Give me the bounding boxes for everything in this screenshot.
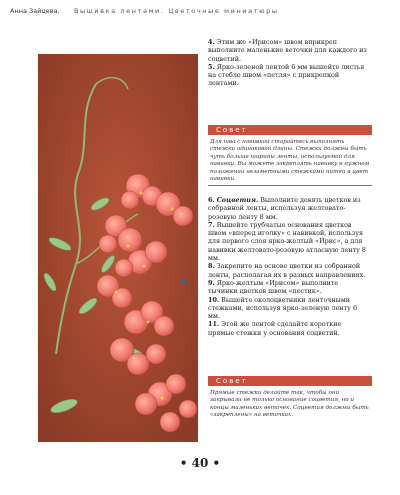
page-number: • 40 • (179, 456, 221, 470)
embroidery-illustration (38, 54, 198, 442)
tip-text: Для шва с навивкой старайтесь выполнять стежки одинаковой длины. Стежки должны быть чуть больше ширины ленты, используемой для навивки. Вы можете закреплять навивку в нужном положении незаметными стежками нитей в цвет навивки. (210, 139, 370, 183)
step-8: 8. Закрепите на основе цветки из собранной ленты, располагая их в разных направлениях. (208, 262, 366, 279)
step-9: 9. Ярко-желтым «Ирисом» выполните тычинки цветков швом «пестик». (208, 278, 339, 296)
tip-heading: Совет (208, 125, 372, 135)
page-header (0, 0, 400, 19)
steps-top (208, 38, 368, 88)
tip-box-2 (208, 376, 372, 422)
tip-divider (208, 185, 372, 186)
tip-text: Прямые стежки делайте так, чтобы они закрывали не только основание соцветия, но и концы маленьких веточек. Соцветия должны быть «закреплены» на веточках. (210, 390, 369, 419)
steps-bottom (208, 196, 368, 337)
embroidery-photo (38, 54, 198, 442)
header-author: Анна Зайцева. (10, 7, 60, 15)
step-10: 10. Вышейте околоцветники ленточными стежками, используя ярко-зеленую ленту 6 мм. (208, 295, 358, 321)
header-book-title: Вышивка лентами. Цветочные миниатюры (74, 7, 279, 15)
step-5: 5. Ярко-зеленой лентой 6 мм вышейте листья на стебле швом «петля» с прикрепкой лентами. (208, 62, 365, 88)
step-7: 7. Вышейте трубчатые основания цветков швом «вперед иголку» с навивкой, используя для первого слоя ярко-желтый «Ирис», а для навивки желтовато-розовую атласную ленту 8 мм. (208, 220, 366, 263)
step-11: 11. Этой же лентой сделайте короткие прямые стежки у основания соцветий. (208, 320, 342, 337)
tip-box-1 (208, 125, 372, 186)
step-4: 4. Этим же «Ирисом» швом вприкреп выполните маленькие веточки для каждого из соцветий. (208, 38, 367, 63)
tip-heading: Совет (208, 376, 372, 386)
step-6: 6. Соцветия. Выполните девять цветков из собранной ленты, используя желтовато-розовую ленту 8 мм. (208, 196, 361, 221)
